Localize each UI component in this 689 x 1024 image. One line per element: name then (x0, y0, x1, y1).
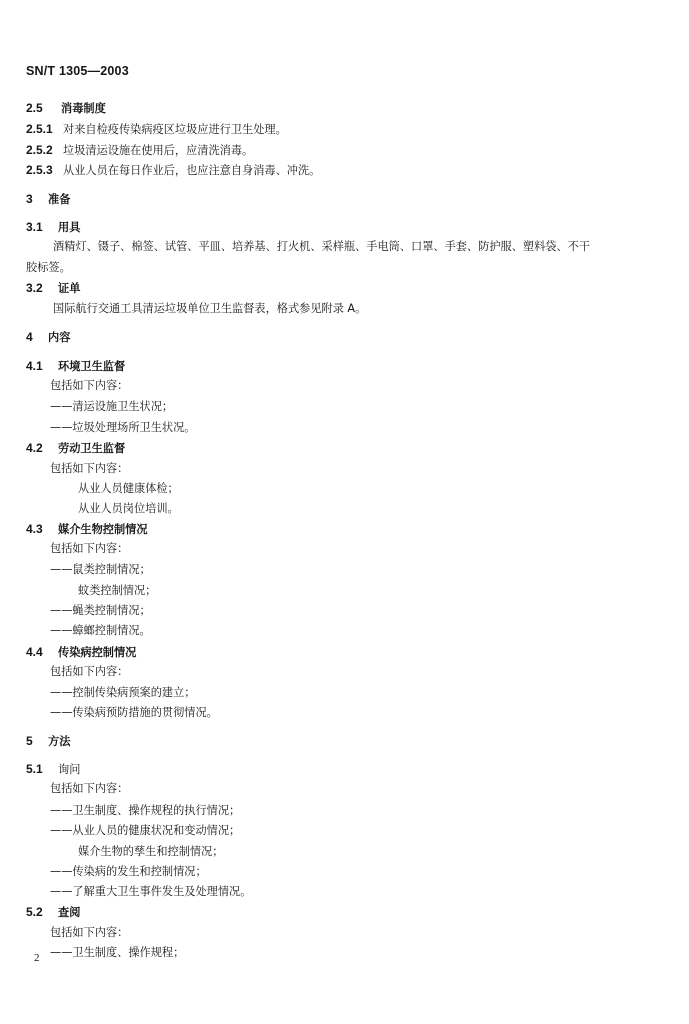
clause-text: ——垃圾处理场所卫生状况。 (50, 421, 196, 434)
clause-heading (26, 143, 253, 158)
clause-text: 包括如下内容： (50, 542, 129, 555)
standard-number-header: SN/T 1305—2003 (26, 64, 129, 78)
clause-text: 对来自检疫传染病疫区垃圾应进行卫生处理。 (63, 123, 287, 136)
body-text-line (50, 563, 151, 577)
clause-number: 4 (26, 330, 33, 344)
body-text-line (78, 502, 179, 516)
body-text-line (50, 421, 195, 435)
clause-heading (26, 441, 125, 456)
clause-text: 环境卫生监督 (58, 360, 126, 373)
clause-heading (26, 734, 70, 749)
body-text-line (50, 462, 128, 476)
clause-number: 5.1 (26, 762, 43, 776)
clause-text: 包括如下内容： (50, 462, 129, 475)
clause-heading (26, 330, 70, 345)
clause-text: 证单 (58, 282, 81, 295)
body-text-line (50, 804, 240, 818)
clause-number: 4.3 (26, 522, 43, 536)
clause-text: 从业人员在每日作业后，也应注意自身消毒、冲洗。 (63, 164, 321, 177)
body-text-line (50, 665, 128, 679)
clause-number: 3 (26, 192, 33, 206)
clause-number: 2.5.2 (26, 143, 53, 157)
body-text-line (78, 845, 223, 859)
body-text-line (50, 782, 128, 796)
body-text-line (50, 885, 251, 899)
clause-heading (26, 522, 148, 537)
clause-text: 劳动卫生监督 (58, 442, 126, 455)
body-text-line (50, 706, 218, 720)
clause-text: ——蝇类控制情况； (50, 604, 151, 617)
clause-number: 3.2 (26, 281, 43, 295)
clause-heading (26, 192, 70, 207)
clause-text: ——传染病预防措施的贯彻情况。 (50, 706, 218, 719)
clause-number: 2.5.3 (26, 163, 53, 177)
clause-heading (26, 645, 136, 660)
clause-text: 从业人员岗位培训。 (78, 502, 179, 515)
clause-text: 包括如下内容： (50, 665, 129, 678)
clause-number: 2.5 (26, 101, 43, 115)
clause-text: 用具 (58, 221, 81, 234)
clause-text: 准备 (48, 193, 71, 206)
clause-heading (26, 163, 320, 178)
clause-number: 4.4 (26, 645, 43, 659)
clause-text: ——从业人员的健康状况和变动情况； (50, 824, 241, 837)
clause-heading (26, 359, 125, 374)
body-text-line (50, 824, 240, 838)
clause-text: 胶标签。 (26, 261, 71, 274)
body-text-line (50, 865, 207, 879)
clause-text: ——蟑螂控制情况。 (50, 624, 151, 637)
clause-text: ——传染病的发生和控制情况； (50, 865, 207, 878)
clause-text: ——清运设施卫生状况； (50, 400, 174, 413)
clause-text: ——了解重大卫生事件发生及处理情况。 (50, 885, 252, 898)
clause-number: 4.1 (26, 359, 43, 373)
clause-text: 酒精灯、镊子、棉签、试管、平皿、培养基、打火机、采样瓶、手电筒、口罩、手套、防护服、塑料袋、不干 (53, 240, 591, 253)
clause-heading (26, 220, 80, 235)
clause-text: 国际航行交通工具清运垃圾单位卫生监督表，格式参见附录 A。 (53, 302, 367, 315)
clause-text: 包括如下内容： (50, 379, 129, 392)
clause-text: 媒介生物的孳生和控制情况； (78, 845, 224, 858)
page-number: 2 (34, 952, 40, 964)
body-text-line (50, 624, 151, 638)
clause-text: 查阅 (58, 906, 81, 919)
clause-heading (26, 101, 106, 116)
clause-text: 垃圾清运设施在使用后，应清洗消毒。 (63, 144, 254, 157)
body-text-line (53, 240, 590, 254)
clause-text: ——鼠类控制情况； (50, 563, 151, 576)
clause-text: 消毒制度 (61, 102, 106, 115)
clause-text: 媒介生物控制情况 (58, 523, 148, 536)
clause-text: 包括如下内容： (50, 926, 129, 939)
clause-heading (26, 122, 287, 137)
clause-number: 2.5.1 (26, 122, 53, 136)
clause-text: 询问 (58, 763, 81, 776)
body-text-line (26, 261, 71, 275)
clause-number: 3.1 (26, 220, 43, 234)
clause-text: ——控制传染病预案的建立； (50, 686, 196, 699)
body-text-line (50, 604, 151, 618)
clause-number: 5.2 (26, 905, 43, 919)
clause-text: 内容 (48, 331, 71, 344)
body-text-line (53, 302, 366, 316)
clause-text: 包括如下内容： (50, 782, 129, 795)
clause-text: ——卫生制度、操作规程的执行情况； (50, 804, 241, 817)
clause-text: 方法 (48, 735, 71, 748)
clause-text: 蚊类控制情况； (78, 584, 157, 597)
clause-heading (26, 905, 80, 920)
clause-text: 从业人员健康体检； (78, 482, 179, 495)
body-text-line (50, 400, 173, 414)
body-text-line (50, 926, 128, 940)
body-text-line (78, 584, 156, 598)
body-text-line (50, 379, 128, 393)
clause-number: 5 (26, 734, 33, 748)
body-text-line (50, 946, 184, 960)
body-text-line (50, 542, 128, 556)
clause-heading (26, 762, 80, 777)
body-text-line (50, 686, 195, 700)
clause-text: ——卫生制度、操作规程； (50, 946, 185, 959)
clause-number: 4.2 (26, 441, 43, 455)
body-text-line (78, 482, 179, 496)
clause-text: 传染病控制情况 (58, 646, 137, 659)
clause-heading (26, 281, 80, 296)
